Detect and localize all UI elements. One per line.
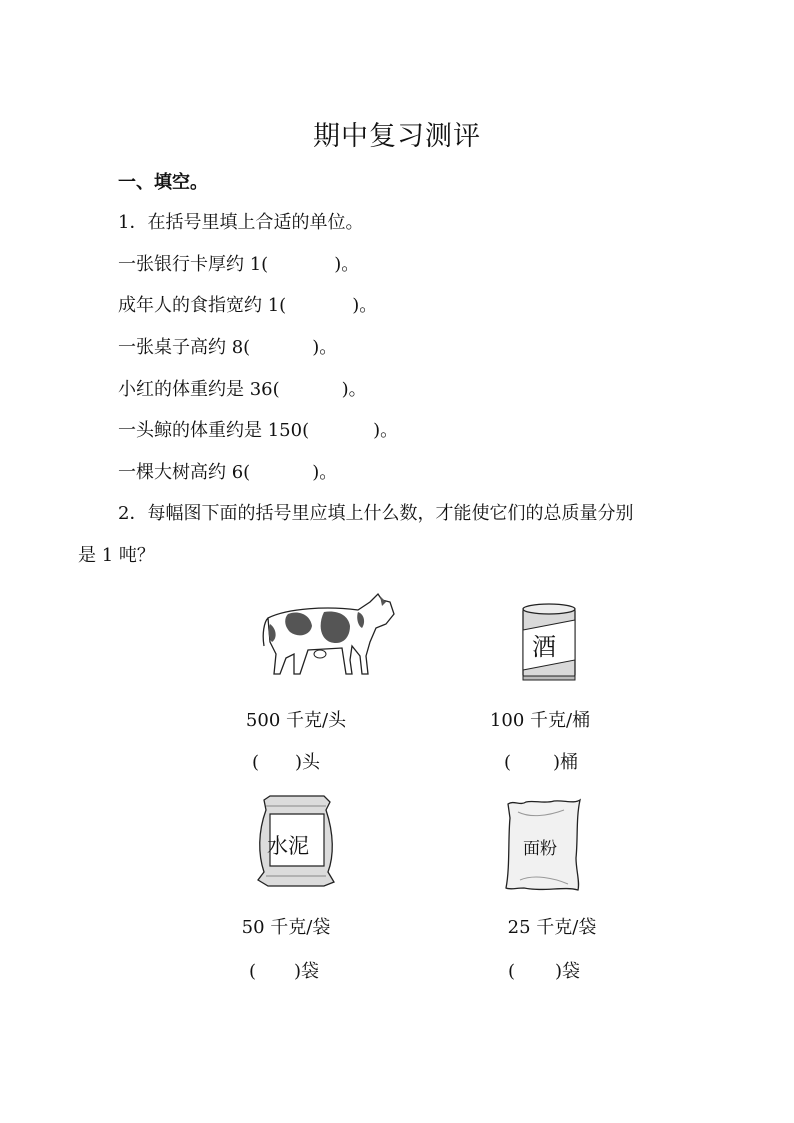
question-2-prompt-cont: 是 1 吨？: [78, 545, 155, 566]
q1-item-6-close: )。: [312, 462, 338, 483]
q1-item-4-text: 小红的体重约是 36(: [118, 379, 280, 400]
wine-can-answer-close: )桶: [553, 752, 579, 773]
cement-answer-open: (: [249, 961, 257, 982]
wine-can-answer: [504, 748, 578, 774]
q1-item-1-close: )。: [334, 254, 360, 275]
wine-can-answer-open: (: [504, 752, 512, 773]
flour-bag-label: 面粉: [523, 839, 557, 859]
q1-item-1: [118, 250, 359, 276]
cow-answer-close: )头: [295, 752, 321, 773]
q1-item-5: [118, 416, 398, 442]
flour-answer: [508, 957, 580, 983]
q1-item-5-text: 一头鲸的体重约是 150(: [118, 420, 310, 441]
q1-item-6: [118, 458, 337, 484]
question-2-prompt: 2．每幅图下面的括号里应填上什么数，才能使它们的总质量分别: [118, 503, 634, 524]
q1-item-4-close: )。: [341, 379, 367, 400]
q1-item-3-text: 一张桌子高约 8(: [118, 337, 251, 358]
q1-item-5-close: )。: [373, 420, 399, 441]
cement-answer-close: )袋: [294, 961, 320, 982]
page-title: 期中复习测评: [313, 121, 481, 152]
cement-bag-label: 水泥: [267, 834, 309, 858]
q1-item-3: [118, 333, 337, 359]
q1-item-2-text: 成年人的食指宽约 1(: [118, 295, 287, 316]
cement-rate: 50 千克/袋: [241, 917, 331, 938]
q1-item-4: [118, 375, 367, 401]
q1-item-3-close: )。: [312, 337, 338, 358]
wine-can-rate: 100 千克/桶: [489, 710, 591, 731]
flour-rate: 25 千克/袋: [507, 917, 597, 938]
q1-item-2-close: )。: [352, 295, 378, 316]
cow-answer-open: (: [252, 752, 260, 773]
q1-item-1-text: 一张银行卡厚约 1(: [118, 254, 269, 275]
q1-item-6-text: 一棵大树高约 6(: [118, 462, 251, 483]
cow-rate: 500 千克/头: [245, 710, 347, 731]
cement-answer: [249, 957, 319, 983]
flour-answer-open: (: [508, 961, 516, 982]
flour-answer-close: )袋: [555, 961, 581, 982]
question-1-prompt: 1．在括号里填上合适的单位。: [118, 212, 364, 233]
section-heading: 一、填空。: [118, 172, 208, 193]
wine-can-label: 酒: [532, 633, 556, 661]
cow-answer: [252, 748, 320, 774]
cow-icon: [258, 584, 398, 688]
q1-item-2: [118, 291, 377, 317]
